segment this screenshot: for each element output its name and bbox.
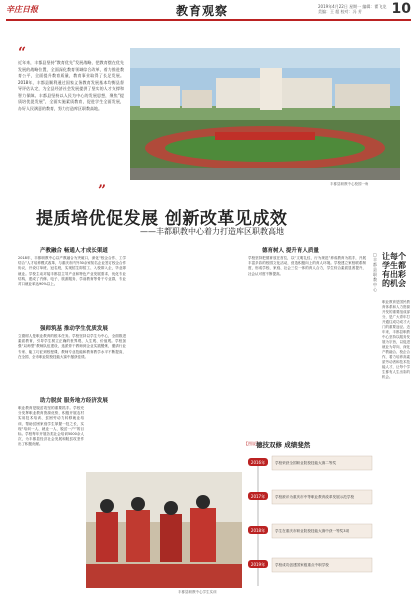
section-text: 职业教育是脱贫攻坚的重要抓手。学校充分发挥职业教育资源优势，积极开展农村实用技术培训、贫困劳动力转移就业培训，帮助贫困家庭学生掌握一技之长，实现“培训一人、就业一人、脱贫一户”的目标。学校每年开展各类社会培训5000余人次，为丰都县经济社会发展和脱贫攻坚作出了积极贡献。 (18, 406, 84, 447)
section-title: 教育观察 (176, 4, 229, 18)
header-rule (6, 19, 411, 21)
timeline-year: 2019年 (250, 562, 266, 567)
sidebar-text: 职业教育是国民教育体系和人力资源开发的重要组成部分，是广大青年打开通往成功成才大门的重要途径。近年来，丰都县职教中心坚持以服务发展为宗旨，以促进就业为导向，深化产教融合、校企合作，着力培养高素质劳动者和技术技能人才，让每个学生都有人生出彩的机会。 (382, 300, 410, 379)
campus-photo-caption: 丰都县职教中心校园一角 (330, 182, 369, 186)
subheadline: ——丰都职教中心着力打造库区职教高地 (140, 227, 284, 236)
timeline-item-text: 学校荣获全国职业院校技能大赛二等奖 (275, 461, 337, 465)
section-heading: 强师筑基 推动学生优质发展 (40, 326, 108, 332)
timeline-item-text: 学生在重庆市职业院校技能大赛中获一等奖3项 (275, 529, 350, 533)
timeline-year: 2017年 (250, 494, 266, 499)
lead-quote (18, 45, 124, 199)
newspaper-logo: 辛庄日报 (6, 4, 38, 14)
section-text: 立德树人是职业教育的根本任务。学校坚持以学生为中心，全面推进素质教育，引导学生树立正确的世界观、人生观、价值观。学校加强“双师型”教师队伍建设，选派骨干教师到企业实践锻炼，邀请行业专家、能工巧匠到校授课，教师专业技能和教育教学水平不断提高，在全国、全市职业院校技能大赛中屡获佳绩。 (18, 334, 126, 359)
sidebar-byline: □ 丰都县职教中心 (373, 252, 377, 292)
achievement-timeline (246, 452, 376, 592)
headline: 提质培优促发展 创新改革见成效 (36, 209, 288, 229)
timeline-year: 2016年 (250, 460, 266, 465)
open-quote-icon: “ (18, 45, 27, 61)
timeline-item-text: 学校被评为重庆市中等职业教育改革发展示范学校 (275, 495, 355, 499)
infobox-tag: 【图说】 (244, 441, 260, 446)
campus-photo (130, 48, 400, 180)
section-heading: 助力脱贫 服务地方经济发展 (40, 398, 108, 404)
lead-quote-text: 近年来，丰都县坚持“教育优先”发展战略，把教育摆在优先发展的战略位置，全面深化教育领域综合改革，着力推进教育公平，全面提升教育质量，教育事业取得了长足发展。2018年，丰都县顺利通过国家义务教育发展基本均衡县督导评估认定，为全县经济社会发展提供了坚实的人才支撑和智力保障。丰都县坚持以人民为中心的发展思想，聚焦“提质培优促发展”，全面实施素质教育，促进学生全面发展，办好人民满意的教育，努力打造库区职教高地。 (18, 60, 124, 111)
masthead (6, 1, 411, 18)
date-editor-line: 2019年4月22日 星期一 编辑：翟飞龙 美编：王 超 校对：冯 芳 (318, 4, 387, 14)
section-heading: 德育树人 提升育人质量 (262, 248, 319, 254)
timeline-year: 2018年 (250, 528, 266, 533)
section-text: 学校坚持把德育放在首位，以“文明礼仪、行为规范”养成教育为抓手，开展丰富多彩的校园文化活动，营造积极向上的育人环境。学校建立家校联系制度，形成学校、家庭、社会三位一体的育人合力，学生综合素质显著提升，社会认可度不断提高。 (248, 256, 366, 276)
infobox-title: 德技双修 成绩斐然 (256, 441, 311, 449)
timeline-item-text: 学校成功创建国家级重点中职学校 (275, 563, 329, 567)
sidebar-heading: 让每个学生都有出彩的机会 (382, 252, 406, 288)
students-photo (86, 472, 242, 588)
section-text: 2018年，丰都职教中心以产教融合为突破口，深化“校企合作、工学结合”人才培养模式改革，与重庆市内外30余家知名企业签订校企合作协议，开设订单班、冠名班，实现招生即招工、入校即入企，毕业即就业。学校主动对接丰都县主导产业和特色产业发展需求，优化专业结构，建成了汽修、电子、旅游服务、学前教育等骨干专业群，专业对口就业率达90%以上。 (18, 256, 126, 287)
page-number: 10 (391, 1, 411, 17)
students-photo-caption: 丰都县职教中心学生实训 (178, 590, 217, 594)
section-heading: 产教融合 畅通人才成长渠道 (40, 248, 108, 254)
close-quote-icon: ” (98, 183, 107, 199)
